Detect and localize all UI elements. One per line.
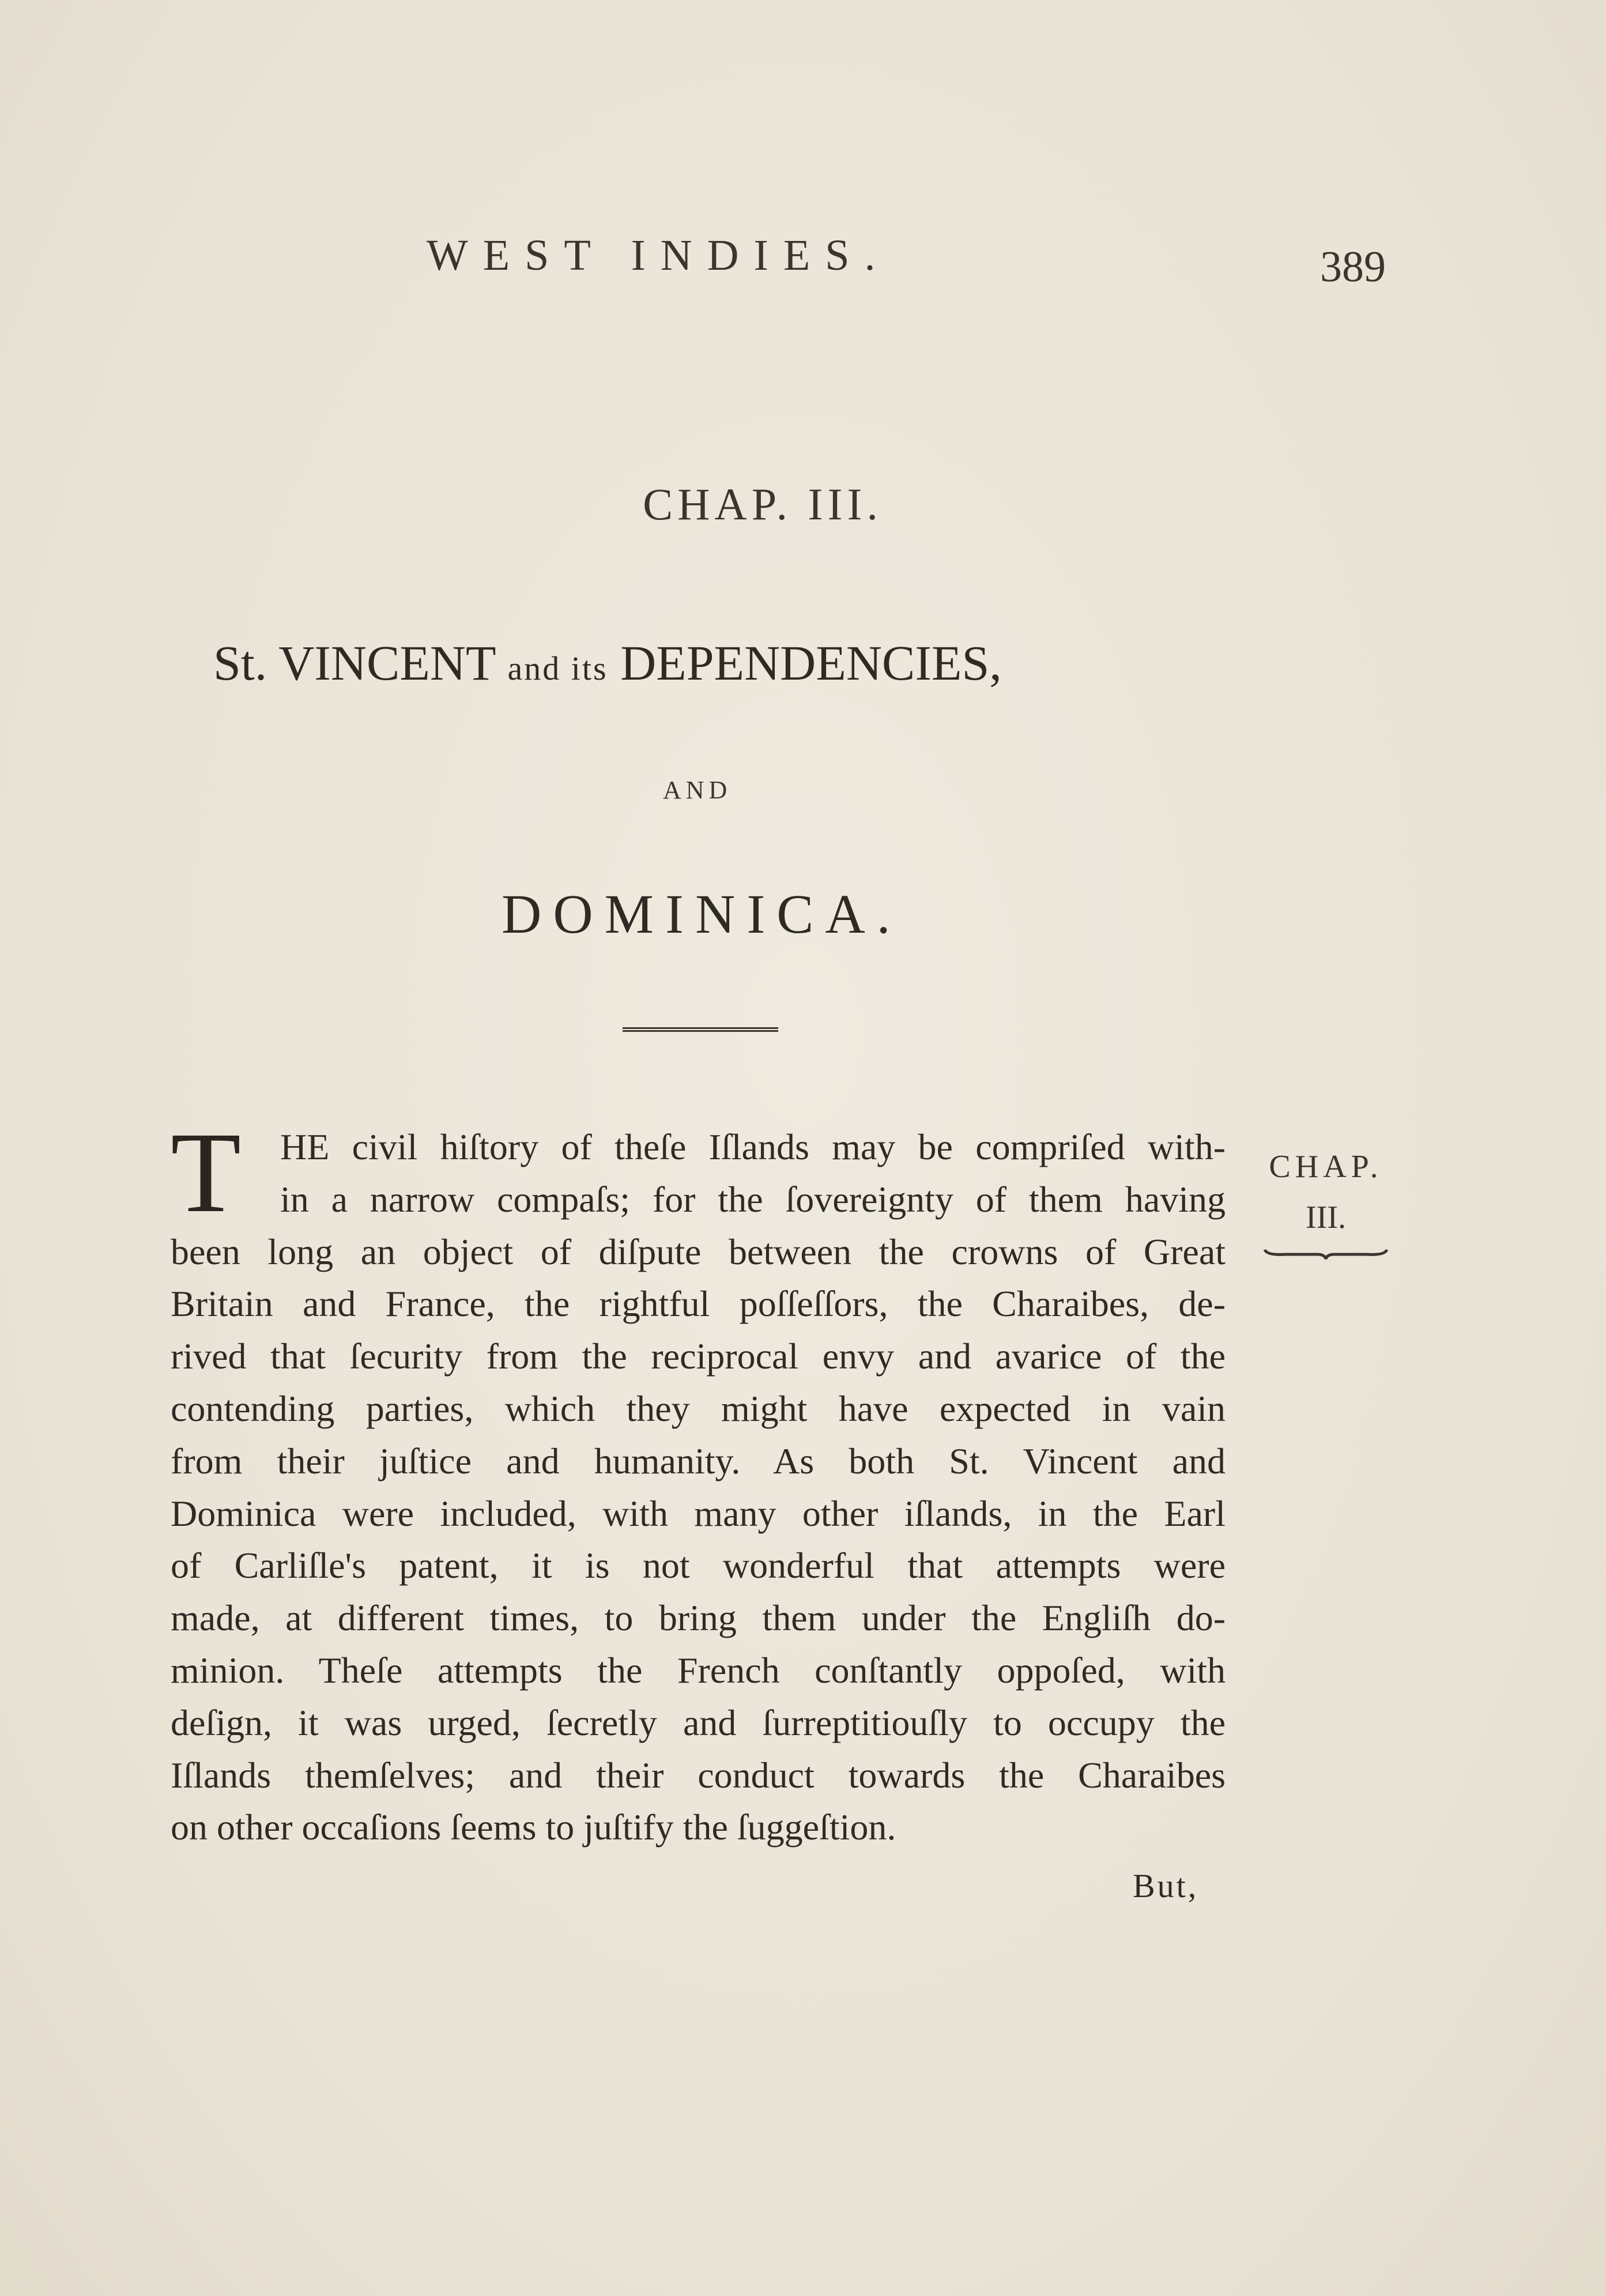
section-title-and-its: and its [507, 650, 608, 687]
brace-icon [1262, 1246, 1389, 1261]
ornamental-rule [623, 1027, 778, 1032]
body-line: from their juſtice and humanity. As both St. Vincent and [171, 1440, 1226, 1481]
body-line: made, at different times, to bring them under the Engliſh do- [171, 1597, 1226, 1639]
margin-note-number: III. [1306, 1200, 1346, 1235]
body-line: of Carliſle's patent, it is not wonderful that attempts were [171, 1545, 1226, 1586]
section-title-vincent: VINCENT [278, 635, 496, 691]
body-line: Dominica were included, with many other iſlands, in the Earl [171, 1492, 1226, 1534]
margin-note-chap: CHAP. [1269, 1149, 1383, 1185]
section-title-dependencies: DEPENDENCIES, [620, 635, 1002, 691]
body-line: Iſlands themſelves; and their conduct towards the Charaibes [171, 1754, 1226, 1796]
body-line: HE civil hiſtory of theſe Iſlands may be compriſed with- [280, 1126, 1226, 1167]
subtitle-dominica: DOMINICA. [502, 883, 902, 945]
running-head: WEST INDIES. [427, 231, 891, 280]
drop-cap: T [171, 1109, 242, 1236]
chapter-heading [0, 478, 1606, 530]
and-divider: AND [663, 776, 732, 804]
body-line: deſign, it was urged, ſecretly and ſurreptitiouſly to occupy the [171, 1702, 1226, 1743]
body-line: contending parties, which they might have expected in vain [171, 1388, 1226, 1429]
body-line: rived that ſecurity from the reciprocal envy and avarice of the [171, 1336, 1226, 1377]
page-number: 389 [1320, 243, 1386, 291]
margin-note [1251, 1141, 1401, 1261]
section-title [213, 634, 1193, 692]
body-line: been long an object of diſpute between the crowns of Great [171, 1231, 1226, 1272]
chapter-heading-text: CHAP. III. [643, 479, 883, 529]
section-title-st: St. [213, 635, 267, 691]
body-line: Britain and France, the rightful poſſeſſors, the Charaibes, de- [171, 1283, 1226, 1325]
catchword: But, [1133, 1867, 1199, 1905]
body-line: on other occaſions ſeems to juſtify the ſuggeſtion. [171, 1807, 896, 1848]
body-paragraph [171, 1121, 1226, 1854]
body-line: minion. Theſe attempts the French conſtantly oppoſed, with [171, 1649, 1226, 1691]
body-line: in a narrow compaſs; for the ſovereignty of them having [280, 1178, 1226, 1220]
